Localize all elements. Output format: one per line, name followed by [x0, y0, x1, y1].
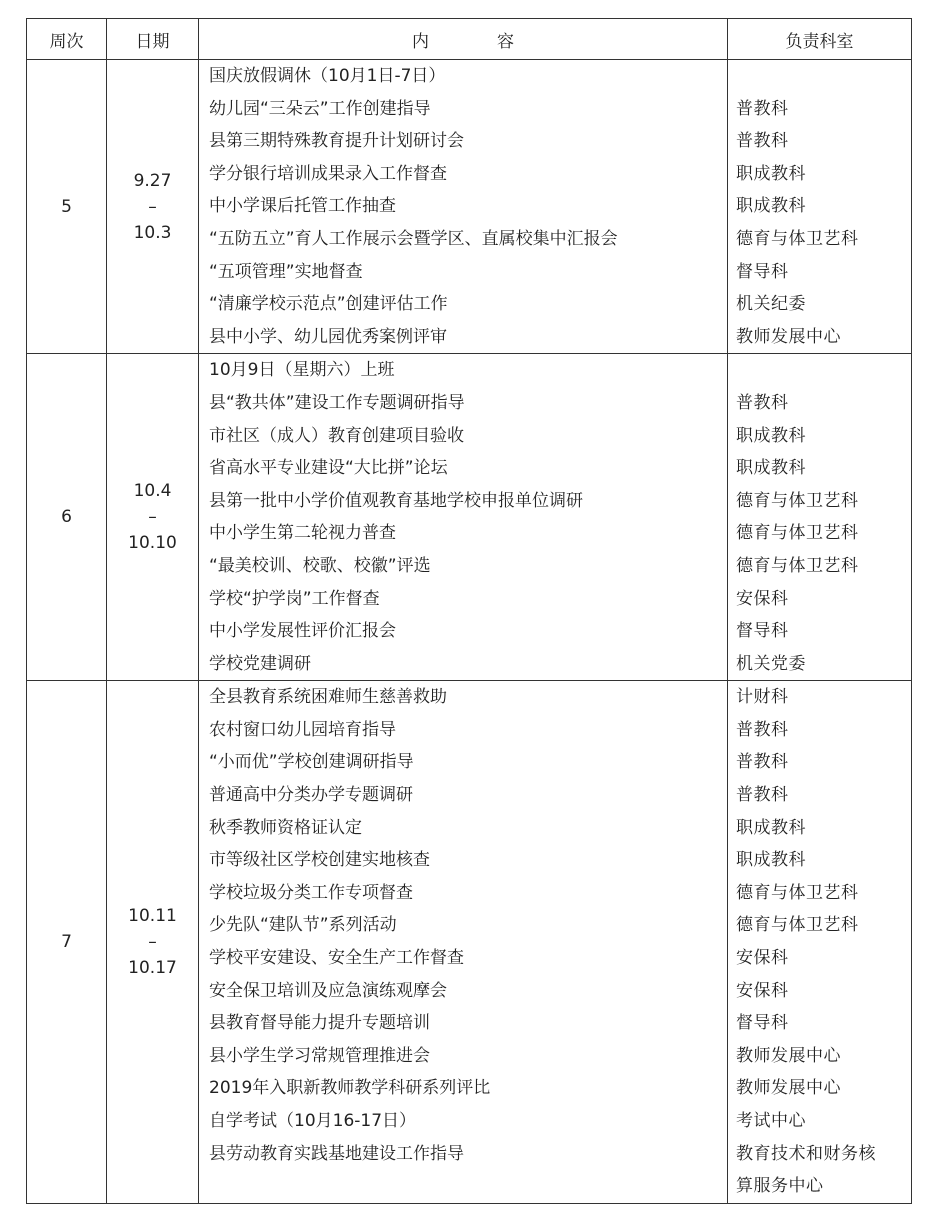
item-content: 学校党建调研 — [209, 653, 311, 674]
item-dept: 普教科 — [736, 719, 789, 740]
week-number: 6 — [27, 354, 107, 681]
date-range — [107, 681, 199, 1204]
date-sep: – — [148, 932, 157, 953]
item-dept: 教师发展中心 — [736, 1078, 841, 1099]
item-content: 县第三期特殊教育提升计划研讨会 — [209, 131, 464, 152]
item-dept: 普教科 — [736, 392, 789, 413]
item-dept: 督导科 — [736, 1013, 789, 1034]
item-dept — [728, 60, 911, 93]
item-dept: 职成教科 — [736, 196, 806, 217]
date-end: 10.17 — [128, 958, 177, 979]
item-dept: 普教科 — [736, 752, 789, 773]
item-dept: 计财科 — [736, 687, 789, 708]
item-content: 学校垃圾分类工作专项督查 — [209, 882, 413, 903]
date-end: 10.10 — [128, 533, 177, 554]
item-dept: 考试中心 — [736, 1111, 806, 1131]
item-content: 县小学生学习常规管理推进会 — [209, 1045, 430, 1066]
dept-cell — [728, 681, 912, 1204]
week-row — [27, 60, 912, 354]
item-dept: 德育与体卫艺科 — [736, 490, 859, 511]
item-content: 国庆放假调休（10月1日-7日） — [209, 66, 446, 86]
item-content: 学校平安建设、安全生产工作督查 — [209, 948, 464, 969]
item-dept: 教师发展中心 — [736, 1045, 841, 1066]
item-content: 幼儿园“三朵云”工作创建指导 — [209, 98, 431, 119]
week-row — [27, 354, 912, 681]
item-dept: 督导科 — [736, 261, 789, 282]
item-dept: 普教科 — [736, 785, 789, 806]
item-content: “清廉学校示范点”创建评估工作 — [209, 294, 448, 315]
item-dept: 职成教科 — [736, 817, 806, 838]
item-content: 市社区（成人）教育创建项目验收 — [209, 425, 464, 446]
item-content: 市等级社区学校创建实地核查 — [209, 850, 430, 871]
date-start: 9.27 — [133, 170, 172, 191]
item-dept: 职成教科 — [736, 850, 806, 871]
item-content: 中小学课后托管工作抽查 — [209, 196, 396, 217]
header-content: 内 容 — [199, 19, 728, 60]
header-week: 周次 — [27, 19, 107, 60]
date-range — [107, 354, 199, 681]
item-content: “小而优”学校创建调研指导 — [209, 752, 414, 773]
date-sep: – — [148, 507, 157, 528]
header-date: 日期 — [107, 19, 199, 60]
item-dept: 教师发展中心 — [736, 326, 841, 347]
content-cell — [199, 354, 728, 681]
dept-cell — [728, 354, 912, 681]
item-content: “五项管理”实地督查 — [209, 261, 363, 282]
date-start: 10.11 — [128, 906, 177, 927]
item-dept: 机关党委 — [736, 653, 806, 674]
item-dept: 德育与体卫艺科 — [736, 228, 859, 249]
item-dept: 职成教科 — [736, 425, 806, 446]
item-content: 秋季教师资格证认定 — [209, 817, 362, 838]
item-dept: 德育与体卫艺科 — [736, 523, 859, 544]
date-end: 10.3 — [133, 222, 172, 243]
date-sep: – — [148, 196, 157, 217]
item-dept: 安保科 — [736, 980, 789, 1001]
item-content: 普通高中分类办学专题调研 — [209, 785, 413, 806]
content-cell — [199, 681, 728, 1204]
item-dept: 职成教科 — [736, 163, 806, 184]
item-dept: 职成教科 — [736, 458, 806, 479]
item-content: 10月9日（星期六）上班 — [209, 360, 395, 381]
week-number: 5 — [27, 60, 107, 354]
date-start: 10.4 — [133, 481, 172, 502]
item-dept: 普教科 — [736, 131, 789, 152]
item-content: 省高水平专业建设“大比拼”论坛 — [209, 458, 448, 479]
item-dept: 德育与体卫艺科 — [736, 915, 859, 936]
content-cell — [199, 60, 728, 354]
item-content: 学校“护学岗”工作督查 — [209, 588, 380, 609]
item-content: 农村窗口幼儿园培育指导 — [209, 719, 396, 740]
item-content — [199, 1170, 727, 1203]
item-content: “最美校训、校歌、校徽”评选 — [209, 555, 431, 576]
item-content: 县教育督导能力提升专题培训 — [209, 1013, 430, 1034]
item-content: 中小学生第二轮视力普查 — [209, 523, 396, 544]
week-row — [27, 681, 912, 1204]
schedule-table — [26, 18, 912, 1204]
item-content: 学分银行培训成果录入工作督查 — [209, 163, 447, 184]
item-content: 全县教育系统困难师生慈善救助 — [209, 687, 447, 708]
item-dept: 督导科 — [736, 621, 789, 642]
table-body — [27, 60, 912, 1204]
item-content: “五防五立”育人工作展示会暨学区、直属校集中汇报会 — [209, 228, 618, 249]
item-dept: 德育与体卫艺科 — [736, 555, 859, 576]
item-content: 2019年入职新教师教学科研系列评比 — [209, 1078, 491, 1099]
item-content: 安全保卫培训及应急演练观摩会 — [209, 980, 447, 1001]
item-dept: 普教科 — [736, 98, 789, 119]
item-content: 县劳动教育实践基地建设工作指导 — [209, 1143, 464, 1164]
dept-cell — [728, 60, 912, 354]
item-dept: 机关纪委 — [736, 294, 806, 315]
item-content: 少先队“建队节”系列活动 — [209, 915, 397, 936]
item-dept: 安保科 — [736, 948, 789, 969]
header-dept: 负责科室 — [728, 19, 912, 60]
item-content: 自学考试（10月16-17日） — [209, 1111, 417, 1131]
item-dept: 教育技术和财务核 — [736, 1143, 876, 1164]
item-dept: 安保科 — [736, 588, 789, 609]
item-content: 县“教共体”建设工作专题调研指导 — [209, 392, 465, 413]
table-header — [27, 19, 912, 60]
item-dept: 算服务中心 — [736, 1176, 824, 1197]
item-content: 县中小学、幼儿园优秀案例评审 — [209, 326, 447, 347]
item-dept — [728, 354, 911, 387]
week-number: 7 — [27, 681, 107, 1204]
item-content: 中小学发展性评价汇报会 — [209, 621, 396, 642]
item-dept: 德育与体卫艺科 — [736, 882, 859, 903]
item-content: 县第一批中小学价值观教育基地学校申报单位调研 — [209, 490, 583, 511]
date-range — [107, 60, 199, 354]
